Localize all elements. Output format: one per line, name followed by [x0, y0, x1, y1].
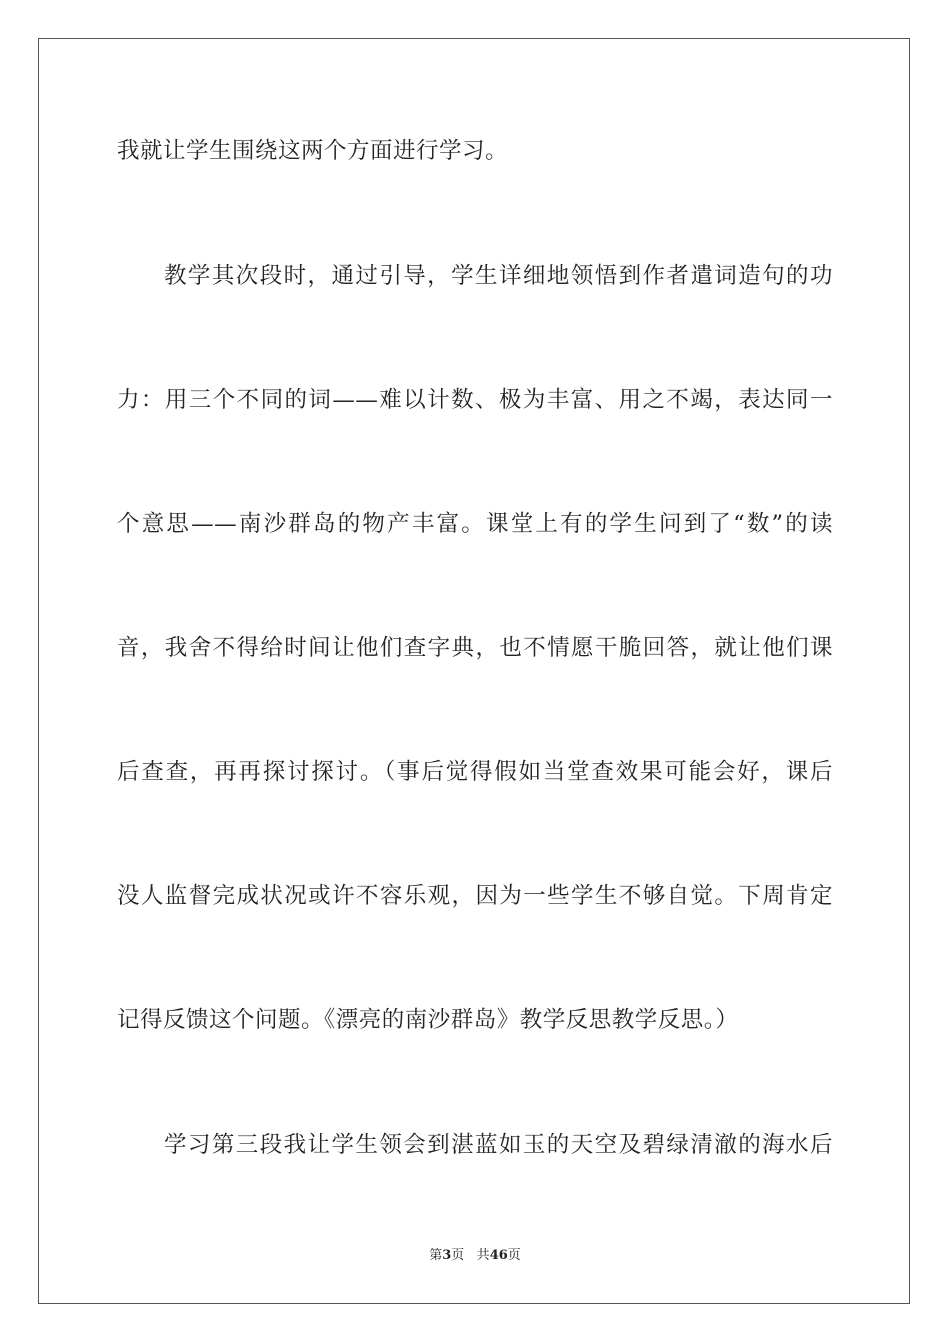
page-border [38, 38, 910, 1304]
text-line-5: 音，我舍不得给时间让他们查字典，也不情愿干脆回答，就让他们课 [117, 635, 833, 661]
text-line-4: 个意思——南沙群岛的物产丰富。课堂上有的学生问到了“数”的读 [117, 511, 833, 537]
text-line-2: 教学其次段时，通过引导，学生详细地领悟到作者遣词造句的功 [164, 263, 833, 289]
footer-page-suffix: 页 [451, 1248, 465, 1263]
footer-page-number: 3 [442, 1248, 452, 1263]
footer-total-suffix: 页 [507, 1248, 521, 1263]
text-line-9: 学习第三段我让学生领会到湛蓝如玉的天空及碧绿清澈的海水后 [164, 1132, 833, 1158]
text-line-3: 力：用三个不同的词——难以计数、极为丰富、用之不竭，表达同一 [117, 387, 833, 413]
text-line-8: 记得反馈这个问题。《漂亮的南沙群岛》教学反思教学反思。） [117, 1007, 739, 1033]
text-line-6: 后查查，再再探讨探讨。（事后觉得假如当堂查效果可能会好，课后 [117, 759, 833, 785]
footer-total-pages: 46 [489, 1248, 508, 1263]
footer-page-prefix: 第 [429, 1248, 443, 1263]
page-footer [0, 1247, 950, 1265]
text-line-1: 我就让学生围绕这两个方面进行学习。 [117, 138, 509, 164]
text-line-7: 没人监督完成状况或许不容乐观，因为一些学生不够自觉。下周肯定 [117, 883, 833, 909]
footer-total-prefix: 共 [476, 1248, 490, 1263]
